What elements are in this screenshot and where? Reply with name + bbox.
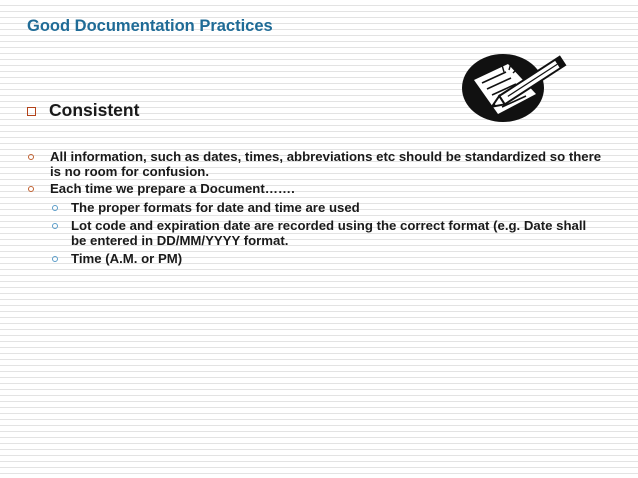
sub-bullet-item	[0, 252, 638, 267]
bullet-text: All information, such as dates, times, abbreviations etc should be standardized so there is no room for confusion.	[50, 149, 602, 179]
sub-bullet-item	[0, 201, 638, 216]
bullet-text: Lot code and expiration date are recorded using the correct format (e.g. Date shall be entered in DD/MM/YYYY format.	[71, 218, 587, 248]
bullet-text: Each time we prepare a Document…….	[50, 181, 295, 196]
bullet-text: Time (A.M. or PM)	[71, 251, 183, 266]
ring-bullet-icon	[52, 256, 58, 262]
ring-bullet-icon	[52, 223, 58, 229]
ring-bullet-icon	[28, 186, 34, 192]
square-bullet-icon	[27, 107, 36, 116]
sub-bullet-item	[0, 219, 638, 248]
heading-row	[27, 100, 139, 121]
slide-heading: Consistent	[49, 100, 140, 120]
slide-title: Good Documentation Practices	[27, 17, 273, 35]
pencil-writing-on-paper-icon	[458, 50, 573, 126]
bullet-text: The proper formats for date and time are used	[71, 199, 360, 215]
bullet-list	[0, 150, 638, 267]
ring-bullet-icon	[28, 154, 34, 160]
bullet-item	[0, 182, 638, 197]
ring-bullet-icon	[52, 205, 58, 211]
bullet-item	[0, 150, 638, 179]
